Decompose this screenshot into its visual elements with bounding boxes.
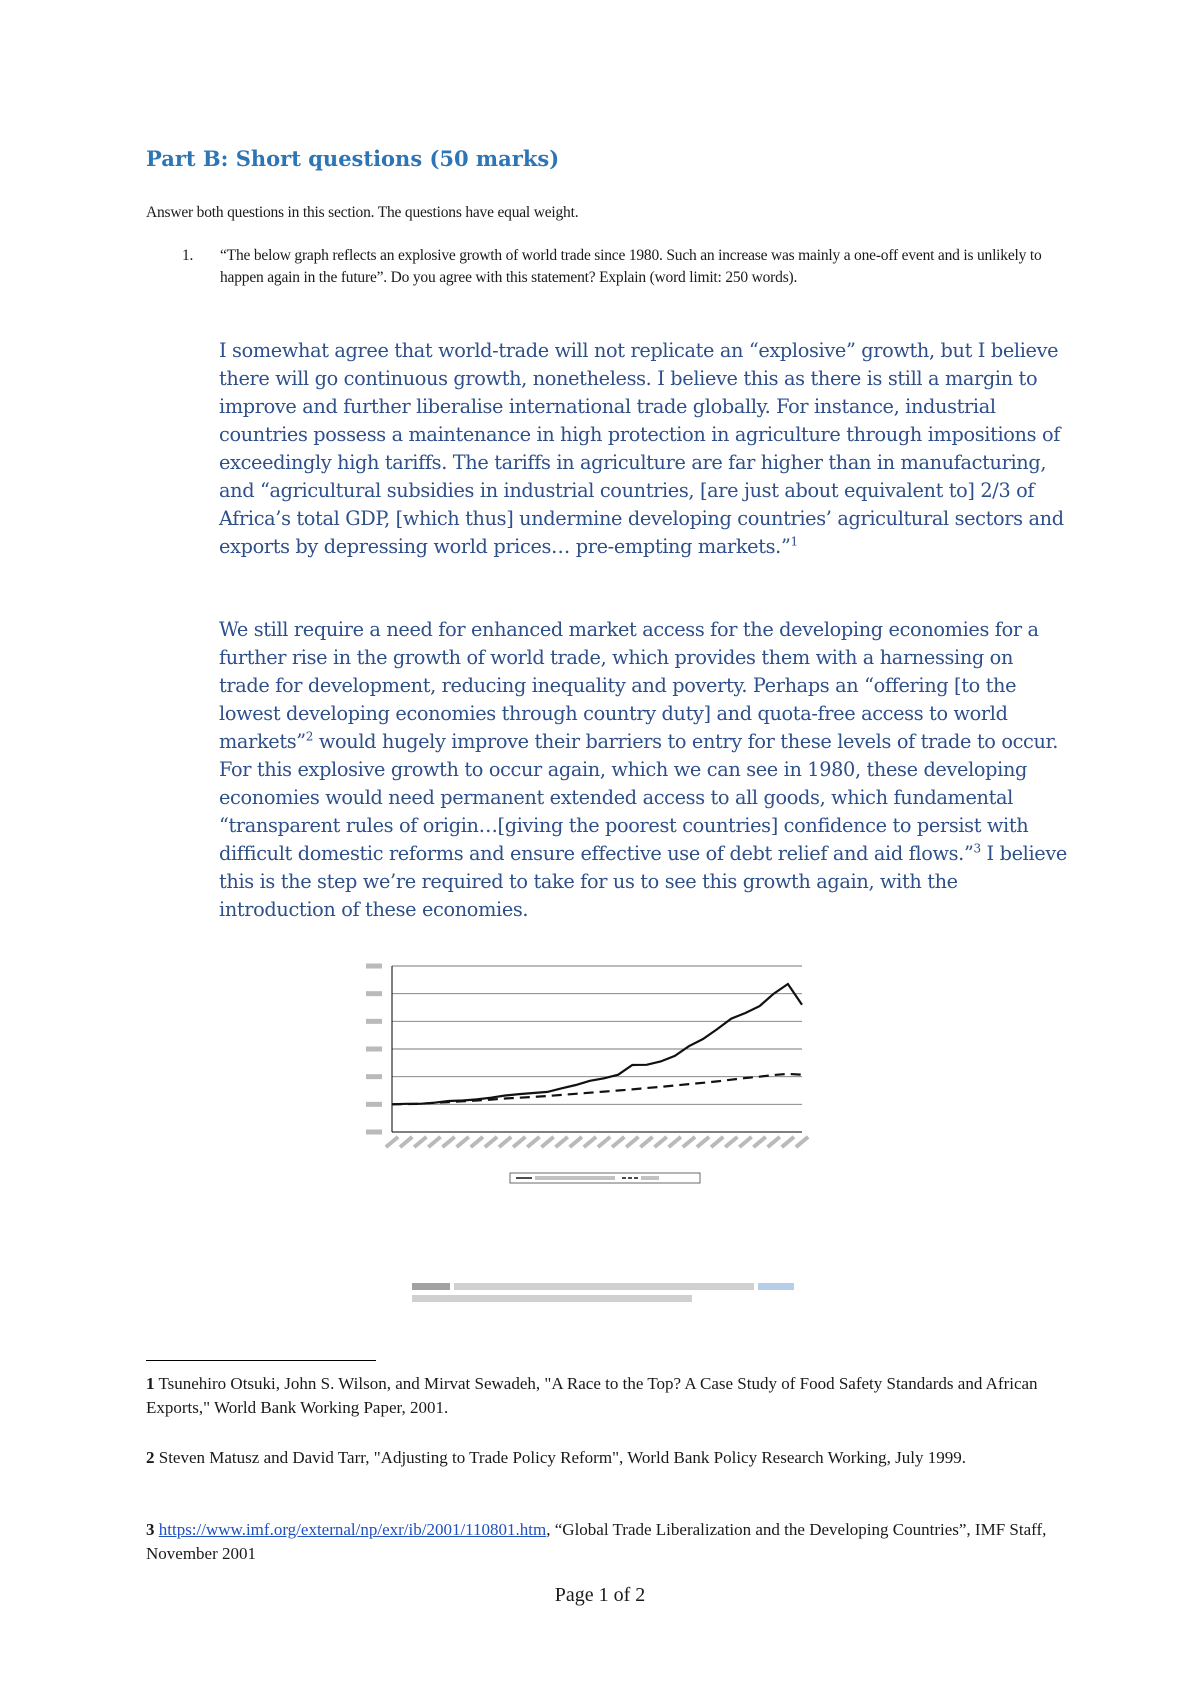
x-tick-mark <box>625 1135 640 1148</box>
footnote-1 <box>146 1372 1066 1420</box>
x-tick-mark <box>696 1135 711 1148</box>
instructions-text: Answer both questions in this section. The questions have equal weight. <box>146 204 579 221</box>
y-tick-mark <box>366 1102 382 1107</box>
y-tick-mark <box>366 1130 382 1135</box>
x-tick-mark <box>399 1135 414 1148</box>
y-tick-mark <box>366 964 382 969</box>
x-tick-mark <box>540 1135 555 1148</box>
answer-p2-text-b: would hugely improve their barriers to entry for these levels of trade to occur. For this explosive growth to occur again, which we can see in 1980, these developing economies would need permanent extended access to all goods, which fundamental “transparent rules of origin…[giving the poorest countries] confidence to persist with difficult domestic reforms and ensure effective use of debt relief and aid flows.” <box>219 730 1059 865</box>
x-tick-mark <box>597 1135 612 1148</box>
x-tick-mark <box>554 1135 569 1148</box>
footnote-text: Steven Matusz and David Tarr, "Adjusting to Trade Policy Reform", World Bank Policy Research Working, July 1999. <box>154 1448 966 1467</box>
x-tick-mark <box>583 1135 598 1148</box>
footnote-number: 3 <box>146 1520 155 1539</box>
footnote-separator <box>146 1360 376 1361</box>
question-1 <box>146 245 1066 289</box>
x-tick-mark <box>413 1135 428 1148</box>
series-line-1 <box>392 984 802 1104</box>
chart-svg <box>360 960 840 1290</box>
x-tick-mark <box>724 1135 739 1148</box>
footnote-2 <box>146 1446 1066 1470</box>
y-tick-mark <box>366 1047 382 1052</box>
x-tick-mark <box>710 1135 725 1148</box>
x-tick-mark <box>667 1135 682 1148</box>
footnote-number: 1 <box>146 1374 155 1393</box>
imf-link[interactable]: https://www.imf.org/external/np/exr/ib/2001/110801.htm <box>158 1520 547 1539</box>
legend-text-1 <box>535 1176 615 1180</box>
y-tick-mark <box>366 1019 382 1024</box>
x-tick-mark <box>469 1135 484 1148</box>
trade-gdp-chart <box>360 960 840 1290</box>
x-tick-mark <box>795 1135 810 1148</box>
footnote-ref-1[interactable]: 1 <box>790 534 798 549</box>
answer-p1-text: I somewhat agree that world-trade will not replicate an “explosive” growth, but I believe there will go continuous growth, nonetheless. I believe this as there is still a margin to improve and further liberalise international trade globally. For instance, industrial countries possess a maintenance in high protection in agriculture through impositions of exceedingly high tariffs. The tariffs in agriculture are far higher than in manufacturing, and “agricultural subsidies in industrial countries, [are just about equivalent to] 2/3 of Africa’s total GDP, [which thus] undermine developing countries’ agricultural sectors and exports by depressing world prices… pre-empting markets.” <box>219 339 1064 558</box>
footnote-number: 2 <box>146 1448 155 1467</box>
answer-p2-text-c: I believe this is the step we’re required to take for us to see this growth again, with the introduction of these economies. <box>219 842 1067 921</box>
blurred-caption-icon <box>410 1280 810 1306</box>
x-tick-mark <box>385 1135 400 1148</box>
x-tick-mark <box>681 1135 696 1148</box>
y-tick-mark <box>366 991 382 996</box>
x-tick-mark <box>752 1135 767 1148</box>
legend-text-2 <box>641 1176 659 1180</box>
x-tick-mark <box>568 1135 583 1148</box>
footnote-ref-2[interactable]: 2 <box>305 729 314 744</box>
footnote-ref-3[interactable]: 3 <box>973 841 981 856</box>
answer-p2-text-a: We still require a need for enhanced market access for the developing economies for a further rise in the growth of world trade, which provides them with a harnessing on trade for development, reducing inequality and poverty. Perhaps an “offering [to the lowest developing economies through country duty] and quota-free access to world markets” <box>219 618 1039 753</box>
x-tick-mark <box>526 1135 541 1148</box>
x-tick-mark <box>498 1135 513 1148</box>
x-tick-mark <box>441 1135 456 1148</box>
x-tick-mark <box>639 1135 654 1148</box>
x-tick-mark <box>455 1135 470 1148</box>
x-tick-mark <box>611 1135 626 1148</box>
question-text: “The below graph reflects an explosive growth of world trade since 1980. Such an increase was mainly a one-off event and is unlikely to happen again in the future”. Do you agree with this statement? Explain (word limit: 250 words). <box>220 247 1042 286</box>
x-tick-mark <box>512 1135 527 1148</box>
answer-paragraph-2 <box>219 616 1069 924</box>
x-tick-mark <box>780 1135 795 1148</box>
x-tick-mark <box>653 1135 668 1148</box>
question-number: 1. <box>182 247 194 264</box>
y-tick-mark <box>366 1074 382 1079</box>
footnote-3 <box>146 1518 1066 1566</box>
x-tick-mark <box>738 1135 753 1148</box>
x-tick-mark <box>484 1135 499 1148</box>
footnote-text: , “Global Trade Liberalization and the Developing Countries”, IMF Staff, November 2001 <box>146 1520 1047 1563</box>
figure-caption-image <box>410 1280 840 1309</box>
answer-paragraph-1 <box>219 337 1069 561</box>
section-heading: Part B: Short questions (50 marks) <box>146 146 560 171</box>
x-tick-mark <box>427 1135 442 1148</box>
page-number: Page 1 of 2 <box>554 1584 646 1606</box>
footnote-text: Tsunehiro Otsuki, John S. Wilson, and Mirvat Sewadeh, "A Race to the Top? A Case Study of Food Safety Standards and African Exports," World Bank Working Paper, 2001. <box>146 1374 1038 1417</box>
x-tick-mark <box>766 1135 781 1148</box>
